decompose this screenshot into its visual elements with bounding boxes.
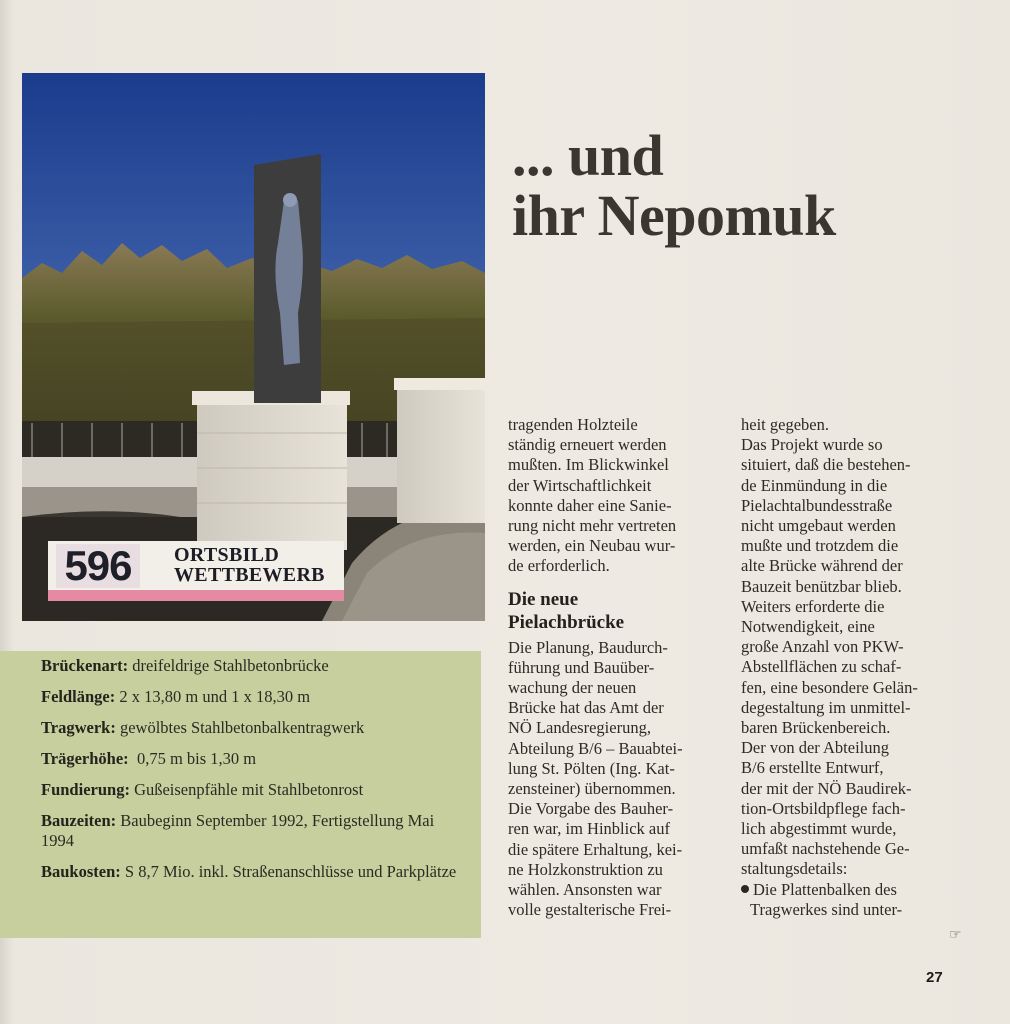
- text-line: Das Projekt wurde so: [741, 435, 883, 455]
- text-line: mußte und trotzdem die: [741, 536, 899, 556]
- text-column-2: [741, 415, 971, 920]
- text-line: nicht umgebaut werden: [741, 516, 896, 536]
- text-line: Die Vorgabe des Bauher-: [508, 799, 674, 819]
- paragraph-intro: [508, 415, 720, 577]
- text-line: zensteiner) übernommen.: [508, 779, 676, 799]
- text-line: volle gestalterische Frei-: [508, 900, 672, 920]
- section-heading-line1: Die neue: [508, 588, 579, 610]
- fact-bridge-type: [41, 656, 471, 676]
- text-line: führung und Bauüber-: [508, 657, 655, 677]
- text-line: NÖ Landesregierung,: [508, 718, 651, 738]
- text-line: Die Planung, Baudurch-: [508, 637, 668, 657]
- text-line: Pielachtalbundesstraße: [741, 495, 893, 515]
- fact-value: 2 x 13,80 m und 1 x 18,30 m: [115, 687, 311, 706]
- bullet-item: [741, 880, 971, 920]
- text-line: rung nicht mehr vertreten: [508, 516, 677, 536]
- badge-label-line1: ORTSBILD: [174, 544, 280, 566]
- text-line: tion-Ortsbildpflege fach-: [741, 798, 906, 818]
- text-line: staltungsdetails:: [741, 859, 848, 879]
- badge-label-line2: WETTBEWERB: [174, 564, 325, 586]
- text-line: die spätere Erhaltung, kei-: [508, 839, 683, 859]
- fact-label: Trägerhöhe:: [41, 749, 129, 768]
- fact-label: Feldlänge:: [41, 687, 116, 706]
- text-line: wählen. Ansonsten war: [508, 880, 662, 900]
- text-line: Abstellflächen zu schaf-: [741, 657, 902, 677]
- text-line: mußten. Im Blickwinkel: [508, 455, 669, 475]
- fact-costs: [41, 862, 471, 882]
- fact-girder-height: [41, 749, 471, 769]
- article-title: [512, 123, 836, 248]
- fact-structure: [41, 718, 471, 738]
- fact-value: Gußeisenpfähle mit Stahlbetonrost: [129, 780, 364, 799]
- text-line: umfaßt nachstehende Ge-: [741, 839, 910, 859]
- text-line: Brücke hat das Amt der: [508, 698, 664, 718]
- fact-label: Tragwerk:: [41, 718, 116, 737]
- text-line: de Einmündung in die: [741, 475, 888, 495]
- paragraph-planning: [508, 638, 720, 921]
- text-line: degestaltung im unmittel-: [741, 697, 911, 717]
- fact-value: 0,75 m bis 1,30 m: [128, 749, 257, 768]
- paragraph-project: [741, 415, 971, 880]
- text-line: fen, eine besondere Gelän-: [741, 677, 918, 697]
- fact-label: Brückenart:: [41, 656, 129, 675]
- bridge-photo: [22, 73, 485, 621]
- fact-value: S 8,7 Mio. inkl. Straßenanschlüsse und Parkplätze: [120, 862, 457, 881]
- text-line: wachung der neuen: [508, 678, 637, 698]
- page-number: 27: [926, 969, 943, 986]
- fact-construction-period: [41, 811, 471, 851]
- bullet-text-continued: Tragwerkes sind unter-: [750, 899, 903, 919]
- text-column-1: [508, 415, 720, 920]
- text-line: der Wirtschaftlichkeit: [508, 475, 652, 495]
- text-line: alte Brücke während der: [741, 556, 903, 576]
- pointing-hand-icon: ☞: [949, 927, 962, 943]
- text-line: ständig erneuert werden: [508, 435, 667, 455]
- text-line: situiert, daß die bestehen-: [741, 455, 911, 475]
- text-line: lich abgestimmt wurde,: [741, 819, 897, 839]
- text-line: Notwendigkeit, eine: [741, 617, 875, 637]
- title-line2: ihr Nepomuk: [512, 183, 836, 248]
- text-line: Der von der Abteilung: [741, 738, 890, 758]
- fact-value: dreifeldrige Stahlbetonbrücke: [128, 656, 329, 675]
- fact-label: Baukosten:: [41, 862, 121, 881]
- bullet-icon: [741, 885, 749, 893]
- bullet-text: Die Plattenbalken des: [753, 879, 897, 899]
- fact-span-length: [41, 687, 471, 707]
- text-line: werden, ein Neubau wur-: [508, 536, 676, 556]
- title-line1: ... und: [512, 123, 664, 188]
- badge-number: 596: [56, 544, 140, 588]
- section-heading-line2: Pielachbrücke: [508, 611, 625, 633]
- text-line: heit gegeben.: [741, 415, 829, 434]
- badge-label: [174, 545, 325, 585]
- text-line: Bauzeit benützbar blieb.: [741, 576, 902, 596]
- text-line: baren Brückenbereich.: [741, 718, 891, 738]
- text-line: der mit der NÖ Baudirek-: [741, 778, 912, 798]
- fact-value: gewölbtes Stahlbetonbalkentragwerk: [115, 718, 365, 737]
- text-line: ne Holzkonstruktion zu: [508, 859, 663, 879]
- text-line: B/6 erstellte Entwurf,: [741, 758, 884, 778]
- text-line: konnte daher eine Sanie-: [508, 495, 672, 515]
- fact-foundation: [41, 780, 471, 800]
- text-line: Abteilung B/6 – Bauabtei-: [508, 738, 683, 758]
- text-line: de erforderlich.: [508, 556, 610, 576]
- fact-label: Fundierung:: [41, 780, 130, 799]
- bridge-facts-box: [0, 651, 481, 938]
- text-line: lung St. Pölten (Ing. Kat-: [508, 758, 675, 778]
- bullet-line: [741, 880, 971, 900]
- fact-label: Bauzeiten:: [41, 811, 117, 830]
- text-line: ren war, im Hinblick auf: [508, 819, 670, 839]
- text-line: große Anzahl von PKW-: [741, 637, 904, 657]
- text-line: Weiters erforderte die: [741, 596, 885, 616]
- fact-value: Baubeginn September 1992, Fertigstellung Mai 1994: [41, 811, 435, 850]
- competition-badge: [48, 541, 344, 601]
- section-heading: [508, 588, 720, 634]
- text-line: tragenden Holzteile: [508, 415, 638, 434]
